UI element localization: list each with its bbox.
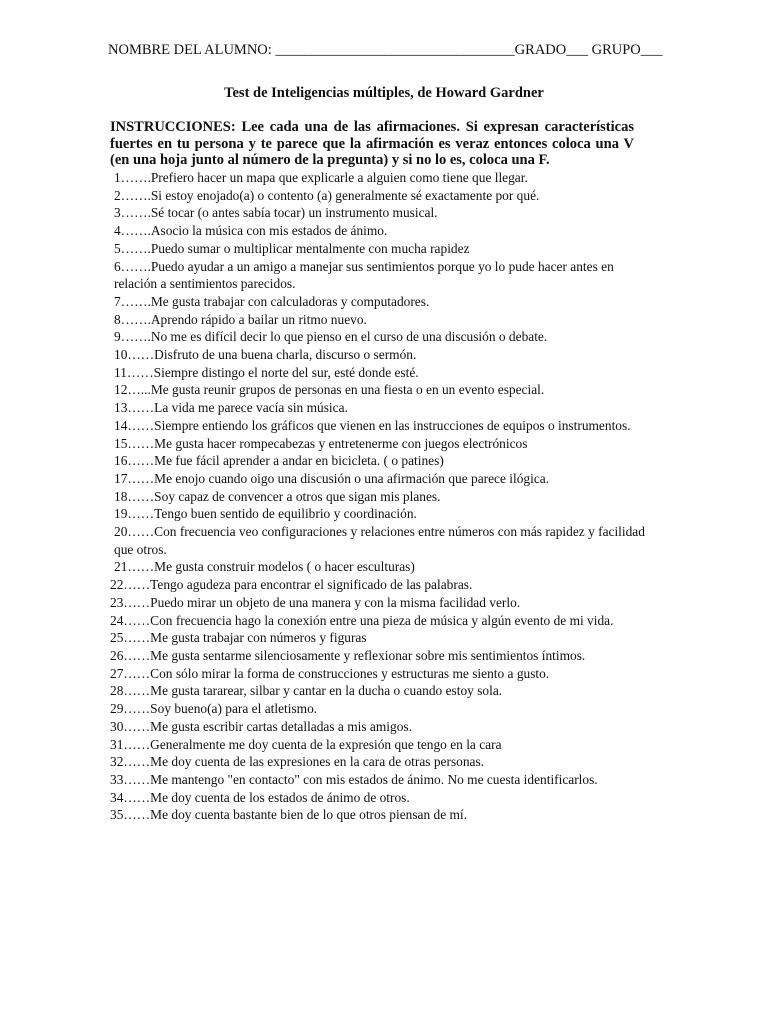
question-item-24: 24……Con frecuencia hago la conexión entre una pieza de música y algún evento de mi vida. xyxy=(110,612,614,628)
question-item-4: 4…….Asocio la música con mis estados de ánimo. xyxy=(114,223,388,239)
question-item-29: 29……Soy bueno(a) para el atletismo. xyxy=(110,701,318,717)
question-item-16: 16……Me fue fácil aprender a andar en bicicleta. ( o patines) xyxy=(114,453,444,469)
question-item-15: 15……Me gusta hacer rompecabezas y entretenerme con juegos electrónicos xyxy=(114,435,528,451)
question-item-14: 14……Siempre entiendo los gráficos que vienen en las instrucciones de equipos o instrumentos. xyxy=(114,417,631,433)
question-item-7: 7…….Me gusta trabajar con calculadoras y computadores. xyxy=(114,293,430,309)
question-item-35: 35……Me doy cuenta bastante bien de lo que otros piensan de mí. xyxy=(110,807,467,823)
question-item-8: 8…….Aprendo rápido a bailar un ritmo nuevo. xyxy=(114,311,367,327)
question-item-17: 17……Me enojo cuando oigo una discusión o una afirmación que parece ilógica. xyxy=(114,470,550,486)
question-item-20: 20……Con frecuencia veo configuraciones y relaciones entre números con más rapidez y facilidad que otros. xyxy=(114,524,645,557)
instructions-paragraph: INSTRUCCIONES: Lee cada una de las afirmaciones. Si expresan características fuertes en tu persona y te parece que la afirmación es veraz entonces coloca una V (en una hoja junto al número de la pregunta) y si no lo es, coloca una F. xyxy=(110,119,634,169)
question-item-28: 28……Me gusta tararear, silbar y cantar en la ducha o cuando estoy sola. xyxy=(110,683,503,699)
question-item-32: 32……Me doy cuenta de las expresiones en la cara de otras personas. xyxy=(110,754,485,770)
question-list xyxy=(110,169,650,824)
question-item-25: 25……Me gusta trabajar con números y figuras xyxy=(110,630,367,646)
question-item-34: 34……Me doy cuenta de los estados de ánimo de otros. xyxy=(110,789,410,805)
document-title: Test de Inteligencias múltiples, de Howard Gardner xyxy=(224,85,544,101)
question-item-26: 26……Me gusta sentarme silenciosamente y reflexionar sobre mis sentimientos íntimos. xyxy=(110,647,586,663)
question-item-31: 31……Generalmente me doy cuenta de la expresión que tengo en la cara xyxy=(110,736,502,752)
question-item-27: 27……Con sólo mirar la forma de construcciones y estructuras me siento a gusto. xyxy=(110,665,550,681)
question-item-5: 5…….Puedo sumar o multiplicar mentalmente con mucha rapidez xyxy=(114,240,470,256)
question-item-10: 10……Disfruto de una buena charla, discurso o sermón. xyxy=(114,347,417,363)
question-item-19: 19……Tengo buen sentido de equilibrio y coordinación. xyxy=(114,506,417,522)
question-item-11: 11……Siempre distingo el norte del sur, esté donde esté. xyxy=(114,364,419,380)
question-item-30: 30……Me gusta escribir cartas detalladas a mis amigos. xyxy=(110,718,412,734)
question-item-9: 9…….No me es difícil decir lo que pienso en el curso de una discusión o debate. xyxy=(114,329,548,345)
student-info-line: NOMBRE DEL ALUMNO: _________________________________GRADO___ GRUPO___ xyxy=(108,42,663,58)
question-item-18: 18……Soy capaz de convencer a otros que sigan mis planes. xyxy=(114,488,441,504)
question-item-21: 21……Me gusta construir modelos ( o hacer esculturas) xyxy=(114,559,415,575)
question-item-6: 6…….Puedo ayudar a un amigo a manejar sus sentimientos porque yo lo pude hacer antes en relación a sentimientos parecidos. xyxy=(114,258,614,292)
question-item-3: 3…….Sé tocar (o antes sabía tocar) un instrumento musical. xyxy=(114,205,438,221)
question-item-33: 33……Me mantengo "en contacto" con mis estados de ánimo. No me cuesta identificarlos. xyxy=(110,771,598,787)
question-item-12: 12…...Me gusta reunir grupos de personas en una fiesta o en un evento especial. xyxy=(114,382,545,398)
question-item-2: 2…….Si estoy enojado(a) o contento (a) generalmente sé exactamente por qué. xyxy=(114,187,540,203)
question-item-1: 1…….Prefiero hacer un mapa que explicarle a alguien como tiene que llegar. xyxy=(114,170,528,185)
question-item-22: 22……Tengo agudeza para encontrar el significado de las palabras. xyxy=(110,577,473,593)
question-item-13: 13……La vida me parece vacía sin música. xyxy=(114,400,348,416)
question-item-23: 23……Puedo mirar un objeto de una manera y con la misma facilidad verlo. xyxy=(110,594,521,610)
